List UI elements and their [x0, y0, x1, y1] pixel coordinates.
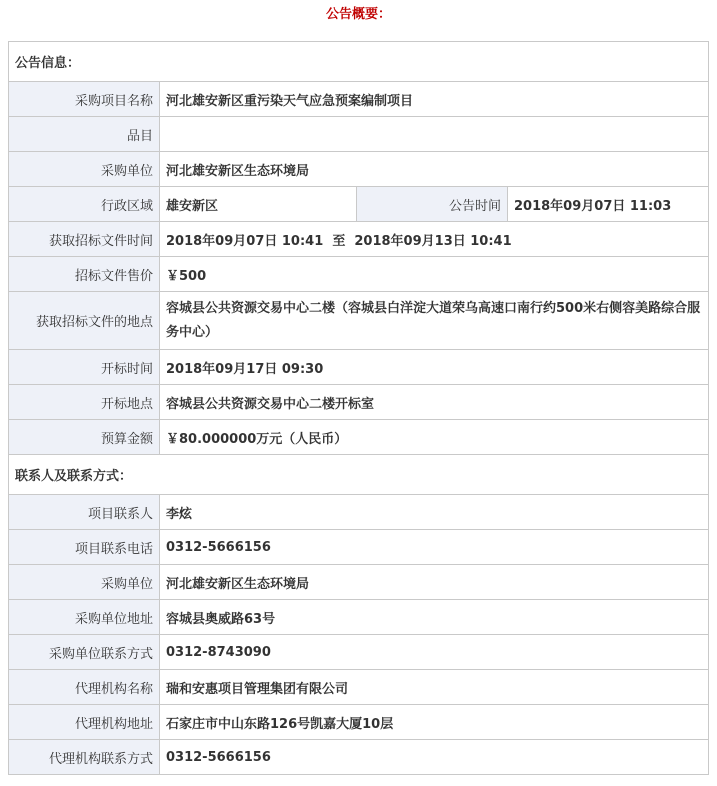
section-row-contact-info [9, 455, 709, 495]
contact-purchaser-label: 采购单位 [9, 565, 160, 600]
agency-address-value: 石家庄市中山东路126号凯嘉大厦10层 [160, 705, 709, 740]
purchaser-phone-label: 采购单位联系方式 [9, 635, 160, 670]
section-heading-contact-info: 联系人及联系方式： [9, 455, 709, 495]
budget-value: ￥80.000000万元（人民币） [160, 420, 709, 455]
doc-time-label: 获取招标文件时间 [9, 222, 160, 257]
table-row [9, 257, 709, 292]
doc-price-label: 招标文件售价 [9, 257, 160, 292]
purchaser-address-value: 容城县奥威路63号 [160, 600, 709, 635]
project-name-label: 采购项目名称 [9, 82, 160, 117]
project-contact-label: 项目联系人 [9, 495, 160, 530]
table-row [9, 420, 709, 455]
category-label: 品目 [9, 117, 160, 152]
doc-place-label: 获取招标文件的地点 [9, 292, 160, 350]
section-heading-notice-info: 公告信息： [9, 42, 709, 82]
table-row [9, 740, 709, 775]
table-row [9, 670, 709, 705]
table-row [9, 222, 709, 257]
table-row [9, 117, 709, 152]
table-row [9, 82, 709, 117]
category-value [160, 117, 709, 152]
contact-purchaser-value: 河北雄安新区生态环境局 [160, 565, 709, 600]
table-row [9, 530, 709, 565]
purchaser-value: 河北雄安新区生态环境局 [160, 152, 709, 187]
agency-address-label: 代理机构地址 [9, 705, 160, 740]
table-row [9, 292, 709, 350]
budget-label: 预算金额 [9, 420, 160, 455]
agency-phone-value: 0312-5666156 [160, 740, 709, 775]
table-row [9, 495, 709, 530]
project-phone-label: 项目联系电话 [9, 530, 160, 565]
table-row [9, 600, 709, 635]
table-row [9, 152, 709, 187]
table-row [9, 350, 709, 385]
open-time-value: 2018年09月17日 09:30 [160, 350, 709, 385]
section-row-notice-info [9, 42, 709, 82]
region-label: 行政区域 [9, 187, 160, 222]
publish-time-value: 2018年09月07日 11:03 [508, 187, 709, 222]
purchaser-label: 采购单位 [9, 152, 160, 187]
table-row [9, 565, 709, 600]
open-place-label: 开标地点 [9, 385, 160, 420]
table-row [9, 187, 709, 222]
agency-phone-label: 代理机构联系方式 [9, 740, 160, 775]
purchaser-phone-value: 0312-8743090 [160, 635, 709, 670]
doc-place-value: 容城县公共资源交易中心二楼（容城县白洋淀大道荣乌高速口南行约500米右侧容美路综合服务中心） [160, 292, 709, 350]
agency-name-value: 瑞和安惠项目管理集团有限公司 [160, 670, 709, 705]
publish-time-label: 公告时间 [357, 187, 508, 222]
open-place-value: 容城县公共资源交易中心二楼开标室 [160, 385, 709, 420]
doc-time-value: 2018年09月07日 10:41 至 2018年09月13日 10:41 [160, 222, 709, 257]
project-name-value: 河北雄安新区重污染天气应急预案编制项目 [160, 82, 709, 117]
agency-name-label: 代理机构名称 [9, 670, 160, 705]
purchaser-address-label: 采购单位地址 [9, 600, 160, 635]
open-time-label: 开标时间 [9, 350, 160, 385]
region-value: 雄安新区 [160, 187, 357, 222]
doc-price-value: ￥500 [160, 257, 709, 292]
notice-summary-table-wrapper [8, 41, 708, 775]
page-title: 公告概要： [325, 7, 391, 22]
table-row [9, 385, 709, 420]
project-contact-value: 李炫 [160, 495, 709, 530]
table-row [9, 705, 709, 740]
project-phone-value: 0312-5666156 [160, 530, 709, 565]
table-row [9, 635, 709, 670]
notice-summary-table [8, 41, 709, 775]
